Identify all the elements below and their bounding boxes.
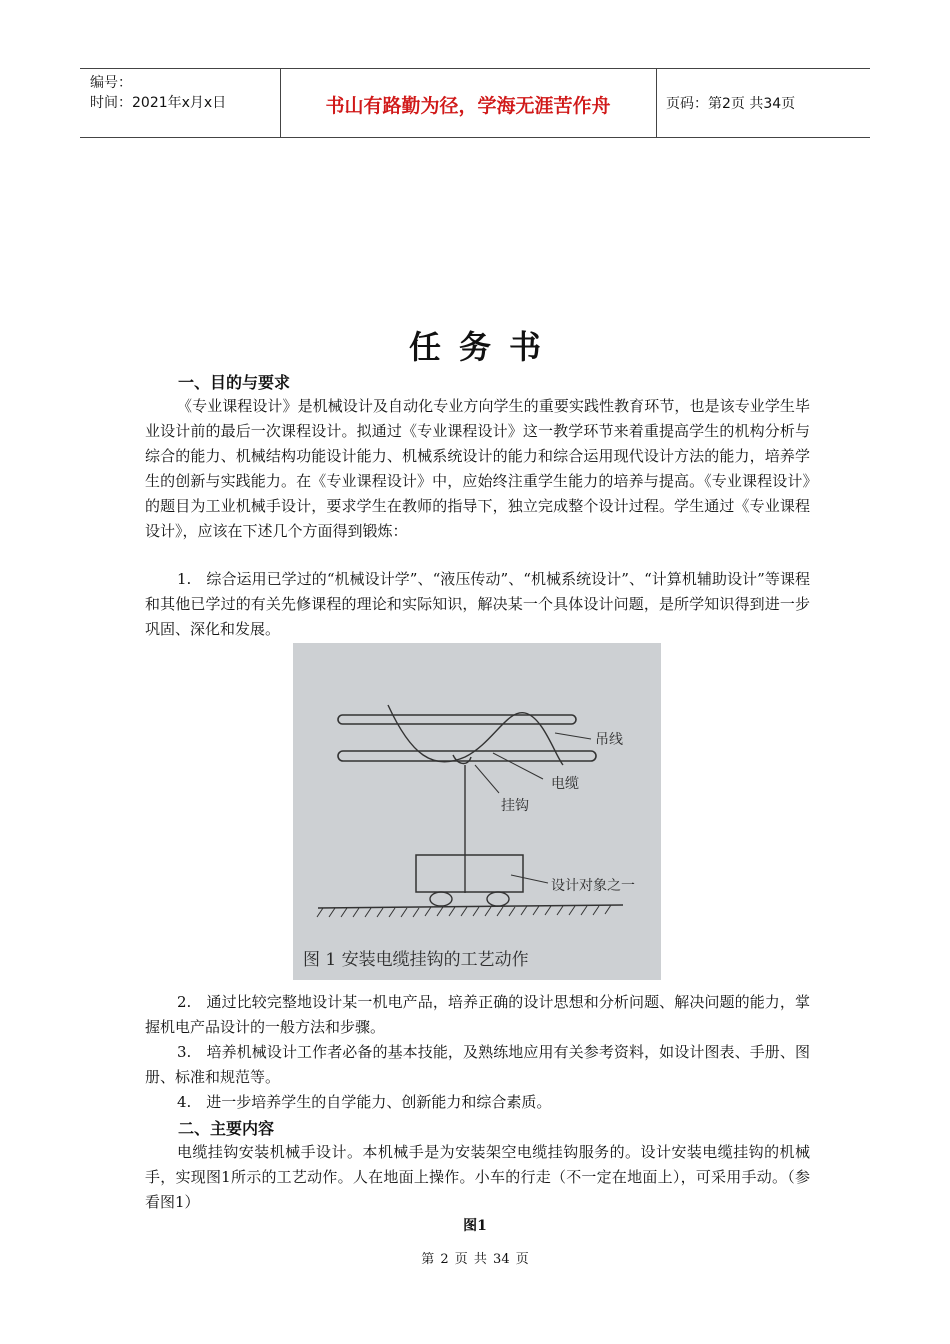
section1-item1: 1. 综合运用已学过的“机械设计学”、“液压传动”、“机械系统设计”、“计算机辅助设计”等课程和其他已学过的有关先修课程的理论和实际知识，解决某一个具体设计问题，是所学知识得到进一步巩固、深化和发展。 <box>145 570 810 638</box>
header-divider <box>280 69 281 137</box>
section1-intro: 《专业课程设计》是机械设计及自动化专业方向学生的重要实践性教育环节，也是该专业学生毕业设计前的最后一次课程设计。拟通过《专业课程设计》这一教学环节来着重提高学生的机构分析与综合的能力、机械结构功能设计能力、机械系统设计的能力和综合运用现代设计方法的能力，培养学生的创新与实践能力。在《专业课程设计》中，应始终注重学生能力的培养与提高。《专业课程设计》的题目为工业机械手设计，要求学生在教师的指导下，独立完成整个设计过程。学生通过《专业课程设计》，应该在下述几个方面得到锻炼： <box>145 397 810 540</box>
page-header <box>80 68 870 138</box>
number-label: 编号： <box>90 75 132 91</box>
page-footer: 第 2 页 共 34 页 <box>421 1252 529 1267</box>
header-motto: 书山有路勤为径，学海无涯苦作舟 <box>325 95 611 117</box>
section1-item2: 2. 通过比较完整地设计某一机电产品，培养正确的设计思想和分析问题、解决问题的能力，掌握机电产品设计的一般方法和步骤。 <box>145 993 810 1036</box>
time-label: 时间：2021年x月x日 <box>90 95 227 111</box>
section2-heading: 二、主要内容 <box>178 1119 275 1138</box>
header-meta <box>90 73 226 113</box>
section1-item3: 3. 培养机械设计工作者必备的基本技能，及熟练地应用有关参考资料，如设计图表、手册、图册、标准和规范等。 <box>145 1043 810 1086</box>
figure-cable-hook <box>293 643 661 980</box>
figure-label-wire: 吊线 <box>595 732 623 748</box>
figure-label-object: 设计对象之一 <box>551 878 635 894</box>
header-page-info: 页码：第2页 共34页 <box>666 96 796 112</box>
section1-heading: 一、目的与要求 <box>178 373 291 392</box>
page-title: 任务书 <box>408 328 559 366</box>
section2-body: 电缆挂钩安装机械手设计。本机械手是为安装架空电缆挂钩服务的。设计安装电缆挂钩的机械手，实现图1所示的工艺动作。人在地面上操作。小车的行走（不一定在地面上），可采用手动。（参看图1） <box>145 1143 810 1211</box>
figure-caption: 图 1 安装电缆挂钩的工艺动作 <box>303 950 529 970</box>
figure-number-label: 图1 <box>463 1218 487 1234</box>
figure-drawing <box>293 643 661 980</box>
figure-label-cable: 电缆 <box>551 776 579 792</box>
figure-label-hook: 挂钩 <box>501 798 529 814</box>
header-divider <box>656 69 657 137</box>
section1-item4: 4. 进一步培养学生的自学能力、创新能力和综合素质。 <box>177 1093 552 1111</box>
